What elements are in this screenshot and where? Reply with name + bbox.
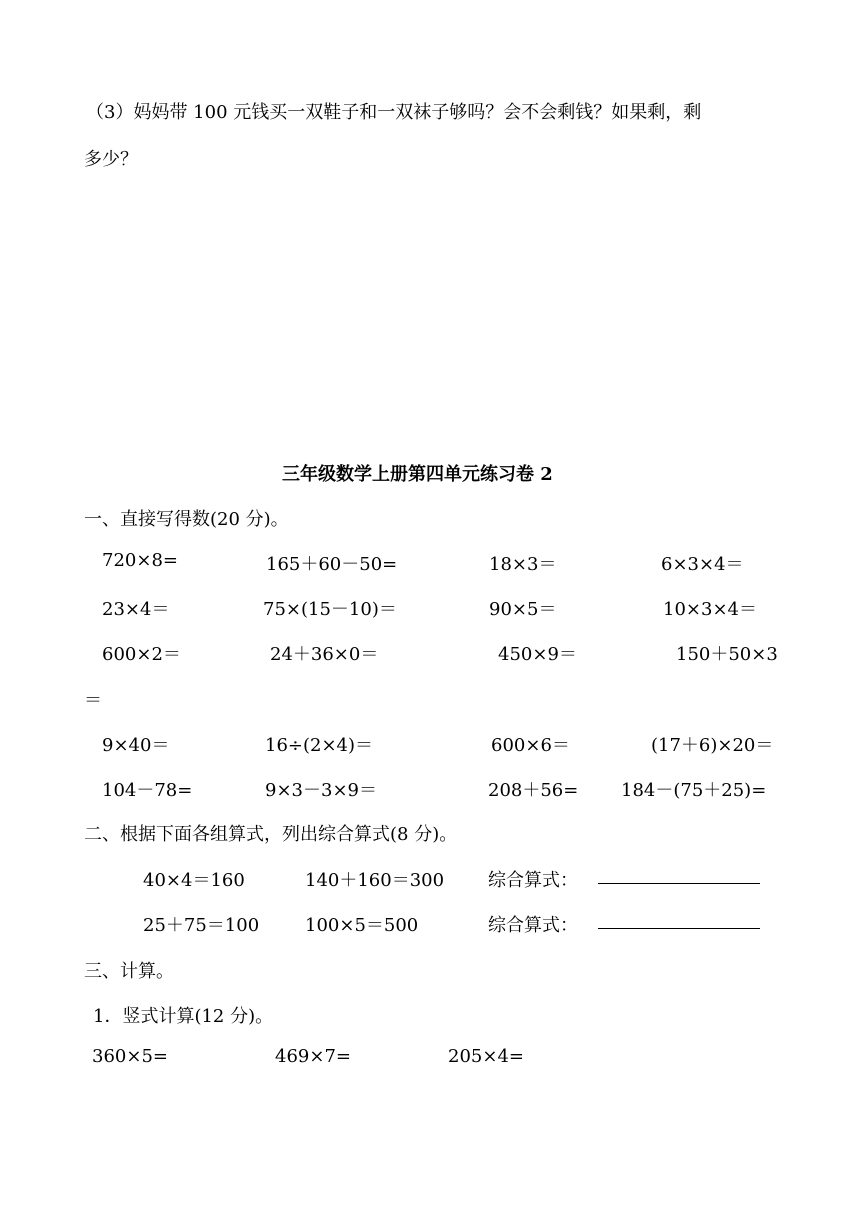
combined-label: 综合算式： [488,870,578,891]
section1-heading: 一、直接写得数(20 分)。 [84,509,289,530]
section3-heading: 三、计算。 [84,961,174,982]
calc-item: 9×40＝ [102,735,170,756]
calc-item-wrap: ＝ [84,690,102,711]
answer-blank[interactable] [598,928,760,929]
vertical-calc-item: 360×5= [92,1046,168,1067]
calc-item: 165＋60－50= [266,554,398,575]
calc-item: 150＋50×3 [676,644,778,665]
answer-blank[interactable] [598,883,760,884]
calc-item: 23×4＝ [102,599,170,620]
section3-sub1: 1．竖式计算(12 分)。 [93,1006,274,1027]
calc-item: (17＋6)×20＝ [651,735,774,756]
calc-item: 208＋56= [488,780,579,801]
calc-item: 104－78= [102,780,193,801]
calc-item: 90×5＝ [489,599,557,620]
calc-item: 24＋36×0＝ [270,644,379,665]
calc-item: 16÷(2×4)＝ [265,735,374,756]
calc-item: 600×6＝ [491,735,570,756]
equation: 40×4＝160 [143,870,245,891]
equation: 140＋160＝300 [305,870,445,891]
calc-item: 18×3＝ [489,554,557,575]
calc-item: 184－(75＋25)= [621,780,767,801]
calc-item: 720×8= [102,550,178,571]
calc-item: 600×2＝ [102,644,181,665]
q3-line2: 多少？ [84,149,138,170]
calc-item: 10×3×4＝ [663,599,757,620]
equation: 100×5＝500 [305,915,419,936]
vertical-calc-item: 205×4= [448,1046,524,1067]
calc-item: 75×(15－10)＝ [263,599,397,620]
section2-heading: 二、根据下面各组算式，列出综合算式(8 分)。 [84,824,458,845]
page-title: 三年级数学上册第四单元练习卷 2 [282,464,553,485]
vertical-calc-item: 469×7= [275,1046,351,1067]
calc-item: 6×3×4＝ [661,554,744,575]
combined-label: 综合算式： [488,915,578,936]
q3-line1: （3）妈妈带 100 元钱买一双鞋子和一双袜子够吗？会不会剩钱？如果剩，剩 [86,102,702,123]
calc-item: 9×3－3×9＝ [265,780,377,801]
equation: 25＋75＝100 [143,915,260,936]
calc-item: 450×9＝ [498,644,577,665]
